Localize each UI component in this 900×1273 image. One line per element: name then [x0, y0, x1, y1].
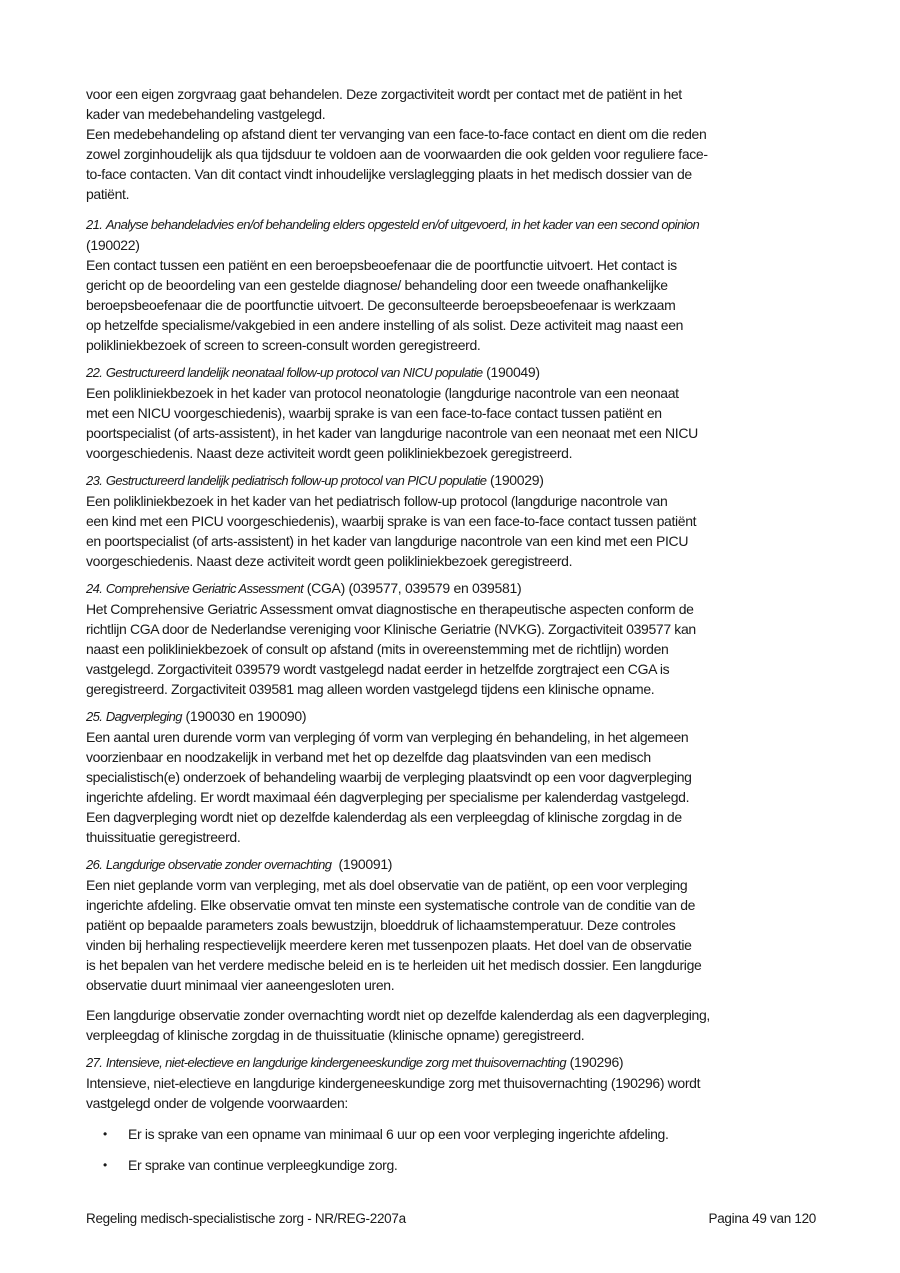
section-title: Langdurige observatie zonder overnachting [105, 857, 332, 872]
text-line: ingerichte afdeling. Elke observatie omvat ten minste een systematische controle van de conditie van de [86, 897, 696, 913]
section-code: (190029) [489, 472, 544, 488]
bullet-item: • Er is sprake van een opname van minimaal 6 uur op een voor verpleging ingerichte afdeling. [86, 1124, 816, 1144]
bullet-item: • Er sprake van continue verpleegkundige zorg. [86, 1155, 816, 1175]
text-line: met een NICU voorgeschiedenis), waarbij sprake is van een face-to-face contact tussen patiënt en [86, 405, 662, 421]
text-line: vinden bij herhaling respectievelijk meerdere keren met tussenpozen plaats. Het doel van de observatie [86, 937, 692, 953]
text-line: patiënt. [86, 186, 130, 202]
section-heading [86, 854, 816, 875]
section-27 [86, 1052, 816, 1175]
section-number: 25. [86, 709, 103, 724]
text-line: Een dagverpleging wordt niet op dezelfde kalenderdag als een verpleegdag of klinische zorgdag in de [86, 809, 682, 825]
text-line: to-face contacten. Van dit contact vindt inhoudelijke verslaglegging plaats in het medisch dossier van de [86, 166, 692, 182]
section-code: (CGA) (039577, 039579 en 039581) [306, 580, 522, 596]
text-line: Een contact tussen een patiënt en een beroepsbeoefenaar die de poortfunctie uitvoert. Het contact is [86, 257, 677, 273]
section-heading [86, 362, 816, 383]
text-line: Een medebehandeling op afstand dient ter vervanging van een face-to-face contact en dient om die reden [86, 126, 707, 142]
section-code: (190022) [86, 237, 140, 253]
text-line: Een langdurige observatie zonder overnachting wordt niet op dezelfde kalenderdag als een dagverpleging, [86, 1007, 710, 1023]
section-heading [86, 214, 816, 235]
text-line: en poortspecialist (of arts-assistent) in het kader van langdurige nacontrole van een kind met een PICU [86, 533, 689, 549]
text-line: voor een eigen zorgvraag gaat behandelen. Deze zorgactiviteit wordt per contact met de patiënt in het [86, 86, 682, 102]
section-number: 24. [86, 581, 103, 596]
text-line: richtlijn CGA door de Nederlandse vereniging voor Klinische Geriatrie (NVKG). Zorgactiviteit 039577 kan [86, 621, 696, 637]
section-23 [86, 470, 816, 571]
section-title: Gestructureerd landelijk neonataal follow-up protocol van NICU populatie [105, 365, 483, 380]
section-code: (190030 en 190090) [185, 708, 307, 724]
section-heading [86, 706, 816, 727]
text-line: Een polikliniekbezoek in het kader van protocol neonatologie (langdurige nacontrole van een neonaat [86, 385, 679, 401]
section-number: 27. [86, 1055, 103, 1070]
text-line: Een niet geplande vorm van verpleging, met als doel observatie van de patiënt, op een voor verpleging [86, 877, 688, 893]
text-line: Een polikliniekbezoek in het kader van het pediatrisch follow-up protocol (langdurige nacontrole van [86, 493, 668, 509]
text-line: poortspecialist (of arts-assistent), in het kader van langdurige nacontrole van een neonaat met een NICU [86, 425, 698, 441]
text-line: kader van medebehandeling vastgelegd. [86, 106, 326, 122]
text-line: patiënt op bepaalde parameters zoals bewustzijn, bloeddruk of lichaamstemperatuur. Deze controles [86, 917, 676, 933]
text-line: ingerichte afdeling. Er wordt maximaal één dagverpleging per specialisme per kalenderdag vastgelegd. [86, 789, 690, 805]
section-title: Gestructureerd landelijk pediatrisch follow-up protocol van PICU populatie [105, 473, 487, 488]
intro-paragraph [86, 84, 816, 204]
bullet-list [86, 1124, 816, 1175]
document-page [86, 84, 816, 1175]
text-line: polikliniekbezoek of screen to screen-consult worden geregistreerd. [86, 337, 481, 353]
page-footer [86, 1211, 816, 1226]
section-22 [86, 362, 816, 463]
text-line: zowel zorginhoudelijk als qua tijdsduur te voldoen aan de voorwaarden die ook gelden voor reguliere face- [86, 146, 708, 162]
text-line: specialistisch(e) onderzoek of behandeling waarbij de verpleging plaatsvindt op een voor dagverpleging [86, 769, 692, 785]
section-number: 23. [86, 473, 103, 488]
text-line: naast een polikliniekbezoek of consult op afstand (mits in overeenstemming met de richtlijn) worden [86, 641, 669, 657]
section-26 [86, 854, 816, 1045]
section-title: Dagverpleging [105, 709, 182, 724]
text-line: voorgeschiedenis. Naast deze activiteit wordt geen polikliniekbezoek geregistreerd. [86, 445, 573, 461]
text-line: geregistreerd. Zorgactiviteit 039581 mag alleen worden vastgelegd tijdens een klinische opname. [86, 681, 655, 697]
text-line: beroepsbeoefenaar die de poortfunctie uitvoert. De geconsulteerde beroepsbeoefenaar is werkzaam [86, 297, 676, 313]
text-line: is het bepalen van het verdere medische beleid en is te herleiden uit het medisch dossier. Een langdurige [86, 957, 702, 973]
section-title: Comprehensive Geriatric Assessment [105, 581, 304, 596]
text-line: Intensieve, niet-electieve en langdurige kindergeneeskundige zorg met thuisovernachting (190296) wordt [86, 1075, 701, 1091]
text-line: een kind met een PICU voorgeschiedenis), waarbij sprake is van een face-to-face contact tussen patiënt [86, 513, 697, 529]
section-21 [86, 214, 816, 355]
text-line: Een aantal uren durende vorm van verpleging óf vorm van verpleging én behandeling, in het algemeen [86, 729, 689, 745]
text-line: op hetzelfde specialisme/vakgebied in een andere instelling of als solist. Deze activiteit mag naast een [86, 317, 684, 333]
text-line: voorgeschiedenis. Naast deze activiteit wordt geen polikliniekbezoek geregistreerd. [86, 553, 573, 569]
section-25 [86, 706, 816, 847]
section-number: 26. [86, 857, 103, 872]
section-24 [86, 578, 816, 699]
text-line: verpleegdag of klinische zorgdag in de thuissituatie (klinische opname) geregistreerd. [86, 1027, 585, 1043]
footer-document-title: Regeling medisch-specialistische zorg - NR/REG-2207a [86, 1211, 406, 1226]
text-line: vastgelegd onder de volgende voorwaarden: [86, 1095, 348, 1111]
text-line: vastgelegd. Zorgactiviteit 039579 wordt vastgelegd nadat eerder in hetzelfde zorgtraject een CGA is [86, 661, 670, 677]
section-heading [86, 578, 816, 599]
page-number: Pagina 49 van 120 [708, 1211, 816, 1226]
section-number: 22. [86, 365, 103, 380]
section-heading [86, 1052, 816, 1073]
section-heading [86, 470, 816, 491]
text-line: voorzienbaar en noodzakelijk in verband met het op dezelfde dag plaatsvinden van een medisch [86, 749, 651, 765]
section-number: 21. [86, 217, 103, 232]
section-code: (190091) [334, 856, 393, 872]
section-title: Analyse behandeladvies en/of behandeling elders opgesteld en/of uitgevoerd, in het kader van een second opinion [105, 217, 700, 232]
text-line: Het Comprehensive Geriatric Assessment omvat diagnostische en therapeutische aspecten conform de [86, 601, 694, 617]
text-line: gericht op de beoordeling van een gestelde diagnose/ behandeling door een tweede onafhankelijke [86, 277, 668, 293]
section-code: (190049) [486, 364, 540, 380]
section-code: (190296) [569, 1054, 624, 1070]
text-line: observatie duurt minimaal vier aaneengesloten uren. [86, 977, 395, 993]
text-line: thuissituatie geregistreerd. [86, 829, 241, 845]
section-title: Intensieve, niet-electieve en langdurige kindergeneeskundige zorg met thuisovernachting [105, 1055, 567, 1070]
